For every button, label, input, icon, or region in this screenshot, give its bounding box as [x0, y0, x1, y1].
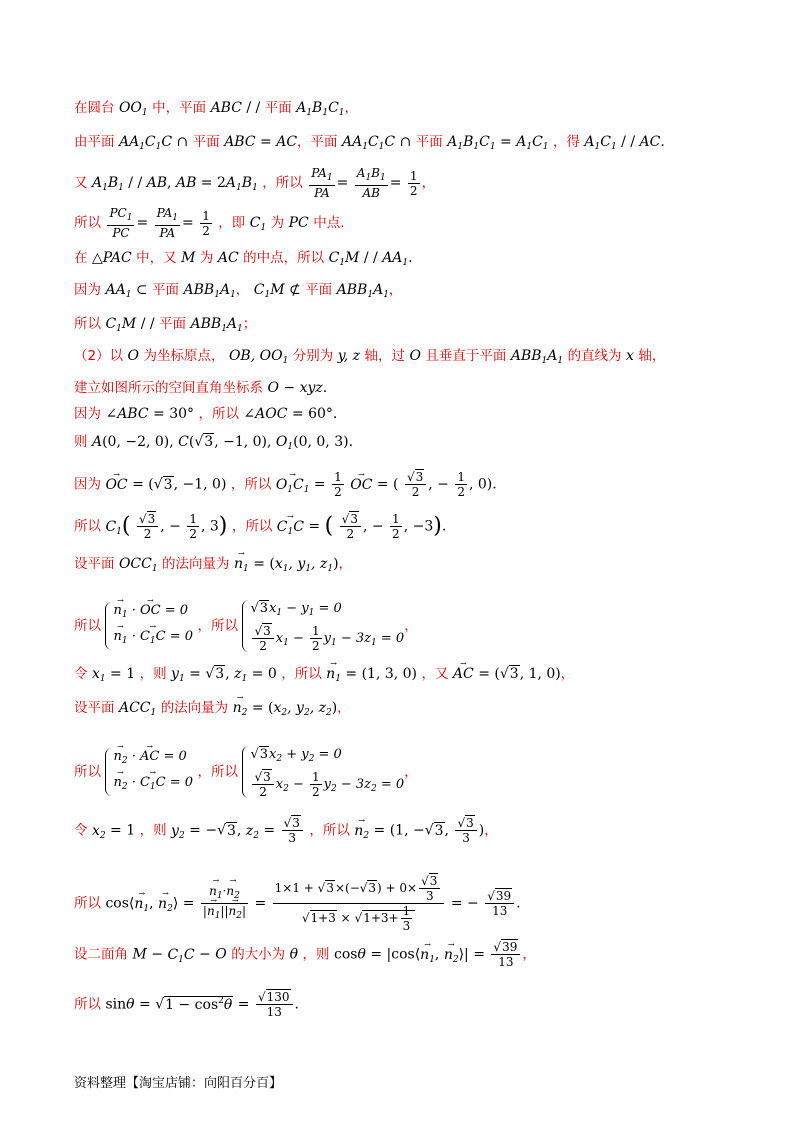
solution-line-5: 在 △PAC 中，又 M 为 AC 的中点，所以 $C_1M$ / / $AA_1$.: [74, 250, 413, 268]
solution-line-7: 所以 $C_1M$ / / 平面 $ABB_1A_1$；: [74, 316, 257, 334]
solution-line-12: 因为 → OC = (√3, −1, 0) ，所以 → $O_1C_1$ = $\frac{1}{2}$ → OC = ( $\frac{√3}{2}$ , − $\frac{1}{2}$ , 0).: [74, 470, 497, 500]
solution-line-14: 设平面 $OCC_1$ 的法向量为 → $n_1 = (x_1$, $y_1$, $z_1$)，: [74, 554, 352, 579]
solution-line-2: 由平面 $AA_1C_1C$ ∩ 平面 ABC = AC，平面 $AA_1C_1C$ ∩ 平面 $A_1B_1C_1 = A_1C_1$ ，得 $A_1C_1$ / / AC.: [74, 134, 665, 152]
solution-line-15: 所以 → $n_1$ · → OC = 0 → $n_1$ · → $C_1C = 0$ ，所以 $√3x_1 - y_1 = 0$ $\frac{√3}{2}$ $x_1$ − $\frac{1}{2}$ $y_1 - 3z_1 = 0$ ，: [74, 598, 418, 654]
solution-line-10: 因为 ∠ABC = 30° ，所以 ∠AOC = 60°.: [74, 406, 338, 422]
solution-line-16: 令 $x_1 = 1$ ，则 $y_1 = √3$, $z_1 = 0$ ，所以 → $n_1 = (1$, 3, 0) ，又 → AC = (√3, 1, 0)，: [74, 664, 574, 689]
solution-line-4: 所以 $\frac{PC_1}{PC}$ = $\frac{PA_1}{PA}$ = $\frac{1}{2}$ ，即 $C_1$ 为 PC 中点.: [74, 206, 345, 240]
solution-line-18: 所以 → $n_2$ · → AC = 0 → $n_2$ · → $C_1C = 0$ ，所以 $√3x_2 + y_2 = 0$ $\frac{√3}{2}$ $x_2$ − $\frac{1}{2}$ $y_2 - 3z_2 = 0$ ，: [74, 744, 418, 800]
solution-line-22: 所以 $\sin\theta = √1 - \cos^2\theta$ = $\frac{√130}{13}$ .: [74, 990, 299, 1019]
solution-line-1: 在圆台 $OO_1$ 中，平面 ABC / / 平面 $A_1B_1C_1$，: [74, 100, 359, 118]
solution-line-3: 又 $A_1B_1$ / / AB, AB = $2A_1B_1$ ，所以 $\frac{PA_1}{PA}$ = $\frac{A_1B_1}{AB}$ = $\frac{1}{2}$ ，: [74, 166, 436, 200]
solution-line-9: 建立如图所示的空间直角坐标系 O − xyz.: [74, 380, 328, 396]
solution-line-6: 因为 $AA_1$ ⊂ 平面 $ABB_1A_1$， $C_1M$ ⊄ 平面 $ABB_1A_1$，: [74, 282, 403, 300]
solution-line-21: 设二面角 $M - C_1C - O$ 的大小为 θ ，则 cosθ = |cos⟨→ $n_1$, → $n_2⟩|$ = $\frac{√39}{13}$ ，: [74, 940, 536, 970]
solution-line-17: 设平面 $ACC_1$ 的法向量为 → $n_2 = (x_2$, $y_2$, $z_2$)，: [74, 698, 351, 723]
footer-source: 资料整理【淘宝店铺：向阳百分百】: [74, 1076, 283, 1091]
solution-line-19: 令 $x_2 = 1$ ，则 $y_2 = -√3$, $z_2$ = $\frac{√3}{3}$ ，所以 → $n_2 = (1$, −√3, $\frac{√3}{3}$ )，: [74, 816, 498, 846]
solution-line-8: （2）以 O 为坐标原点， OB, $OO_1$ 分别为 y, z 轴，过 O 且垂直于平面 $ABB_1A_1$ 的直线为 x 轴，: [74, 348, 666, 366]
solution-line-11: 则 A(0, −2, 0), C(√3, −1, 0), $O_1(0$, 0, 3).: [74, 434, 354, 452]
solution-line-20: 所以 cos⟨→ $n_1$, → $n_2⟩$ = → $\frac{n_1\cdot\to n_2}{|\to n_1||\to n_2|}$ = 1×1 + √3×(−√3) + 0× $\frac{√3}{3}$ √1+3 × √1+3+ $\frac{1}{3}$ = − $\frac{√39}{13}$ .: [74, 874, 521, 933]
solution-line-13: 所以 $C_1$( $\frac{√3}{2}$ , − $\frac{1}{2}$ , 3) ，所以 → $C_1C$ = ( $\frac{√3}{2}$ , − $\frac{1}{2}$ , −3).: [74, 512, 446, 542]
